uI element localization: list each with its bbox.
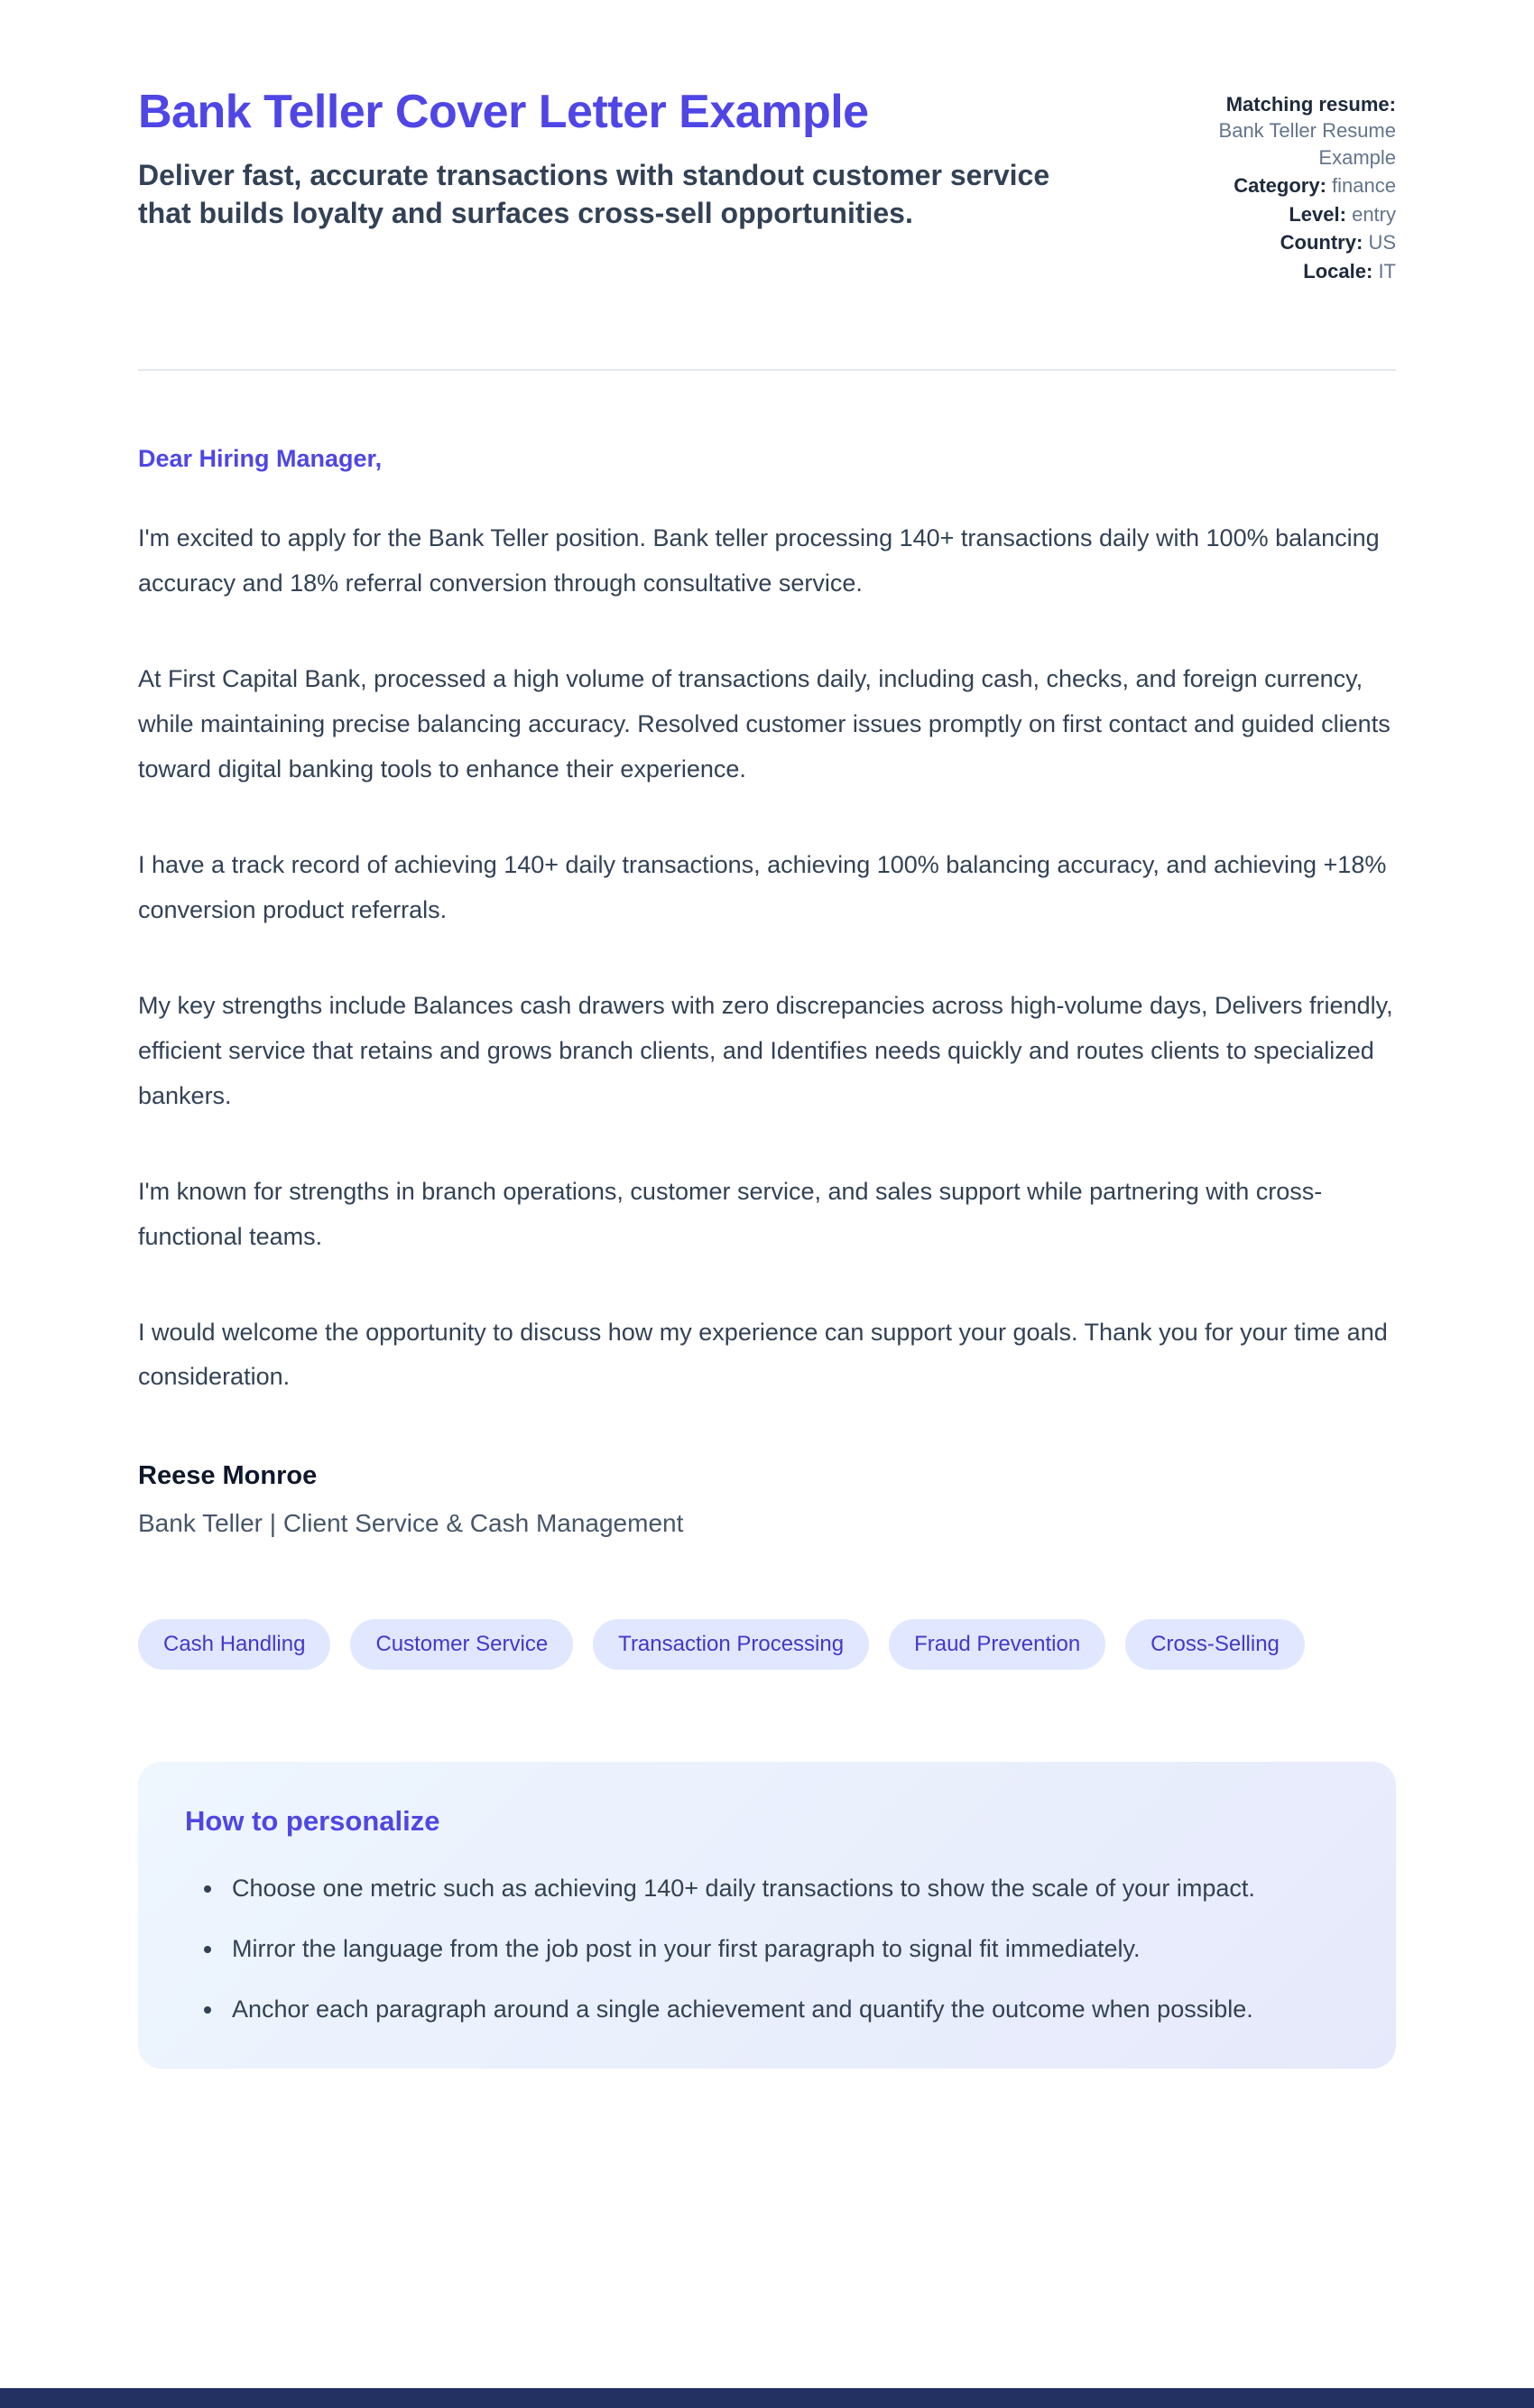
meta-row-country — [1197, 229, 1396, 255]
meta-value: Bank Teller Resume Example — [1218, 119, 1396, 169]
meta-value: IT — [1378, 259, 1396, 282]
letter-paragraph: I have a track record of achieving 140+ daily transactions, achieving 100% balancing accuracy, and achieving +18% conversion product referrals. — [138, 850, 1387, 923]
meta-label: Country: — [1280, 231, 1363, 255]
salutation: Dear Hiring Manager, — [138, 445, 383, 473]
meta-label: Matching resume: — [1225, 93, 1396, 116]
letter-paragraph: I'm known for strengths in branch operations, customer service, and sales support while partnering with cross-functional teams. — [138, 1177, 1323, 1250]
skill-tag: Cross-Selling — [1125, 1619, 1305, 1670]
personalize-box — [138, 1762, 1396, 2069]
signature-name: Reese Monroe — [138, 1461, 318, 1491]
signature-role: Bank Teller | Client Service & Cash Management — [138, 1509, 684, 1538]
page-title: Bank Teller Cover Letter Example — [138, 86, 869, 138]
letter-paragraph: My key strengths include Balances cash drawers with zero discrepancies across high-volume days, Delivers friendly, efficient service that retains and grows branch clients, and Identifies needs quickly and routes clients to specialized bankers. — [138, 991, 1393, 1109]
letter-paragraph: At First Capital Bank, processed a high volume of transactions daily, including cash, checks, and foreign currency, while maintaining precise balancing accuracy. Resolved customer issues promptly on first contact and guided clients toward digital banking tools to enhance their experience. — [138, 665, 1391, 783]
meta-label: Category: — [1234, 174, 1326, 198]
meta-row-matching-resume — [1197, 91, 1396, 171]
personalize-tip: • Choose one metric such as achieving 140+ daily transactions to show the scale of your impact. — [225, 1866, 1349, 1911]
personalize-tip-list — [185, 1866, 1349, 2031]
letter-paragraph: I'm excited to apply for the Bank Teller position. Bank teller processing 140+ transactions daily with 100% balancing accuracy and 18% referral conversion through consultative service. — [138, 524, 1380, 597]
skill-tags — [138, 1619, 1396, 1670]
meta-row-category — [1197, 172, 1396, 199]
meta-row-level — [1197, 201, 1396, 227]
meta-value: US — [1368, 231, 1396, 255]
header-left — [138, 86, 1077, 232]
letter-paragraph: I would welcome the opportunity to discuss how my experience can support your goals. Thank you for your time and consideration. — [138, 1318, 1388, 1391]
personalize-tip: • Anchor each paragraph around a single achievement and quantify the outcome when possible. — [225, 1987, 1349, 2032]
meta-value: finance — [1332, 174, 1396, 198]
resume-meta — [1197, 86, 1396, 286]
footer-strip — [0, 2388, 1534, 2408]
meta-value: entry — [1352, 202, 1396, 226]
skill-tag: Cash Handling — [138, 1619, 330, 1670]
personalize-title: How to personalize — [185, 1805, 440, 1838]
meta-row-locale — [1197, 258, 1396, 284]
page-subtitle: Deliver fast, accurate transactions with standout customer service that builds loyalty and surfaces cross-sell opportunities. — [138, 158, 1050, 230]
skill-tag: Transaction Processing — [593, 1619, 869, 1670]
personalize-tip: • Mirror the language from the job post in your first paragraph to signal fit immediately. — [225, 1927, 1349, 1971]
meta-label: Locale: — [1303, 259, 1373, 282]
page — [138, 0, 1396, 2388]
header — [138, 0, 1396, 371]
cover-letter — [138, 371, 1396, 2069]
meta-label: Level: — [1289, 202, 1346, 226]
skill-tag: Customer Service — [350, 1619, 573, 1670]
skill-tag: Fraud Prevention — [889, 1619, 1105, 1670]
